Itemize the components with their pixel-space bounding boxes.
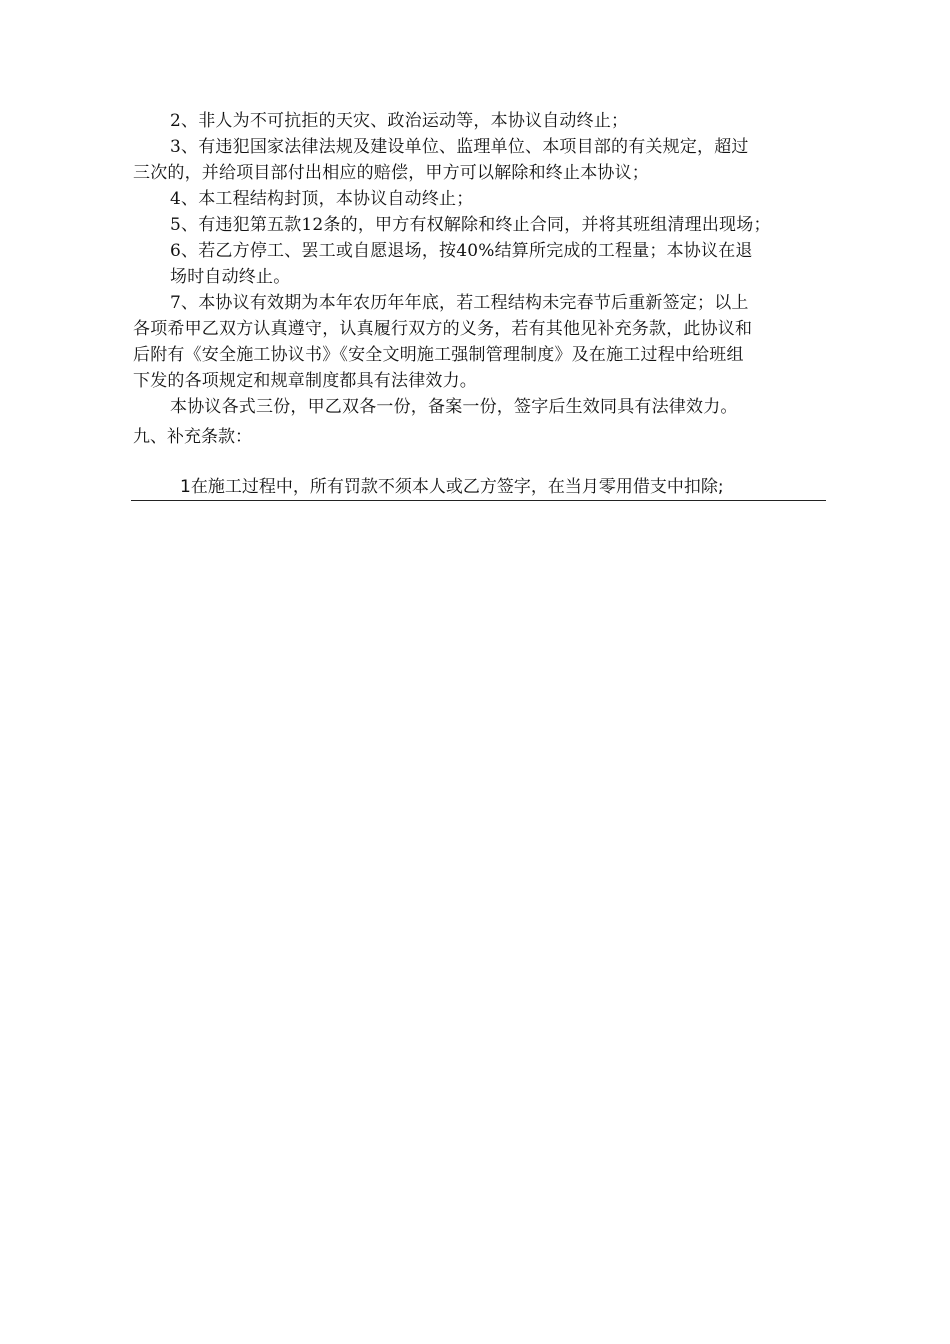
clause-2-line-1: 2、非人为不可抗拒的天灾、政治运动等，本协议自动终止； xyxy=(170,111,629,131)
clause-5-line-1: 5、有违犯第五款12条的，甲方有权解除和终止合同，并将其班组清理出现场； xyxy=(170,215,771,235)
clause-7-line-2: 各项希甲乙双方认真遵守，认真履行双方的义务，若有其他见补充务款，此协议和 xyxy=(133,319,753,339)
clause-6-line-2: 场时自动终止。 xyxy=(170,267,291,287)
clause-7-line-1: 7、本协议有效期为本年农历年年底，若工程结构未完春节后重新签定；以上 xyxy=(170,293,749,313)
agreement-clauses xyxy=(133,108,833,420)
copies-clause-line-1: 本协议各式三份，甲乙双各一份，备案一份，签字后生效同具有法律效力。 xyxy=(170,397,738,417)
clause-4-line-1: 4、本工程结构封顶，本协议自动终止； xyxy=(170,189,474,209)
clause-3-line-1: 3、有违犯国家法律法规及建设单位、监理单位、本项目部的有关规定，超过 xyxy=(170,137,749,157)
clause-6-line-1: 6、若乙方停工、罢工或自愿退场，按40%结算所完成的工程量；本协议在退 xyxy=(170,241,753,261)
supplement-item-1: 1在施工过程中，所有罚款不须本人或乙方签字，在当月零用借支中扣除; xyxy=(180,477,724,497)
supplement-heading: 九、补充条款： xyxy=(133,427,252,447)
supplement-item-row xyxy=(131,474,826,501)
clause-7-line-3: 后附有《安全施工协议书》《安全文明施工强制管理制度》及在施工过程中给班组 xyxy=(133,345,744,365)
clause-7-line-4: 下发的各项规定和规章制度都具有法律效力。 xyxy=(133,371,477,391)
clause-3-line-2: 三次的，并给项目部付出相应的赔偿，甲方可以解除和终止本协议； xyxy=(133,163,649,183)
